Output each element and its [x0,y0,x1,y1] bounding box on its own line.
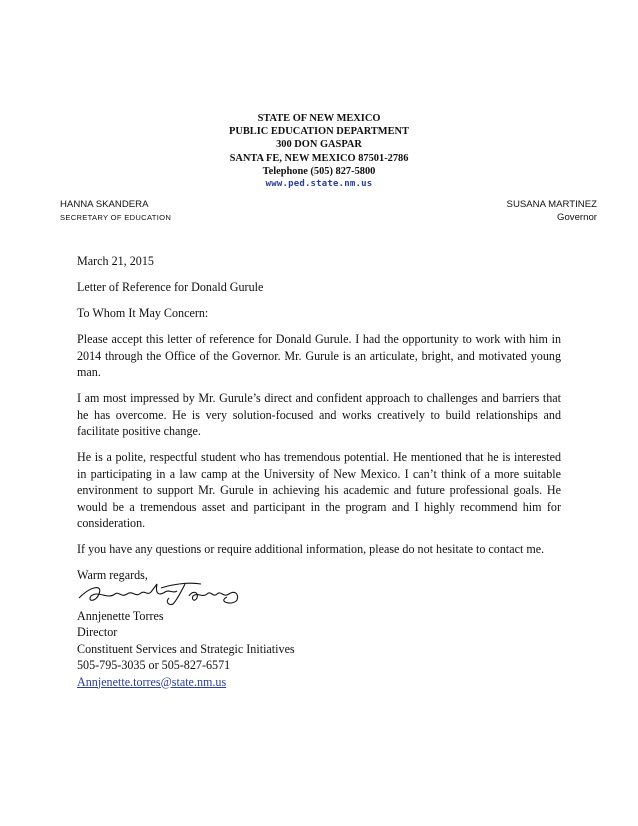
signer-block [77,608,561,691]
letter-paragraph-2: I am most impressed by Mr. Gurule’s direct and confident approach to challenges and barriers that he has overcome. He is very solution-focused and works creatively to build relationships and facilitate positive change. [77,391,561,438]
letterhead-city: SANTA FE, NEW MEXICO 87501-2786 [229,152,409,164]
letter-salutation: To Whom It May Concern: [77,306,209,320]
letterhead-street: 300 DON GASPAR [276,139,362,151]
handwritten-signature [77,580,561,608]
governor-name: SUSANA MARTINEZ [506,199,597,210]
letter-paragraph-1: Please accept this letter of reference for Donald Gurule. I had the opportunity to work with him in 2014 through the Office of the Governor. Mr. Gurule is an articulate, bright, and motivated young man. [77,332,561,379]
secretary-title: SECRETARY OF EDUCATION [60,212,172,222]
secretary-block [60,199,171,224]
letterhead [0,112,638,191]
signature-graphic [77,580,247,608]
letter-body [77,253,561,690]
signer-phones: 505-795-3035 or 505-827-6571 [77,658,231,672]
letter-paragraph-3: He is a polite, respectful student who has tremendous potential. He mentioned that he is interested in participating in a law camp at the University of New Mexico. I can’t think of a more suitable environment to support Mr. Gurule in achieving his academic and future professional goals. He would be a tremendous asset and participant in the program and I highly recommend him for consideration. [77,450,561,530]
letter-subject: Letter of Reference for Donald Gurule [77,280,264,294]
letterhead-telephone: Telephone (505) 827-5800 [262,165,376,177]
signer-name: Annjenette Torres [77,608,164,623]
secretary-name: HANNA SKANDERA [60,199,149,210]
letterhead-state: STATE OF NEW MEXICO [257,113,381,124]
letter-closing: Warm regards, [77,568,148,582]
governor-block [507,199,597,224]
signer-title: Director [77,625,118,639]
signer-email-link[interactable]: Annjenette.torres@state.nm.us [77,674,227,689]
letter-paragraph-4: If you have any questions or require additional information, please do not hesitate to contact me. [77,542,545,556]
governor-title: Governor [557,211,597,223]
letter-date: March 21, 2015 [77,254,154,268]
letterhead-department: PUBLIC EDUCATION DEPARTMENT [229,126,409,138]
signer-office: Constituent Services and Strategic Initiatives [77,641,295,656]
letterhead-website-link[interactable]: www.ped.state.nm.us [265,179,373,190]
